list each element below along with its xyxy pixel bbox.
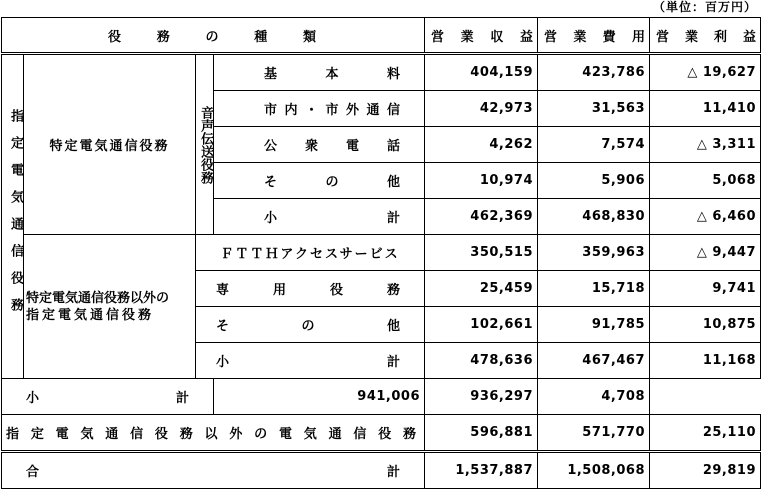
revenue-total: 1,537,887 — [425, 452, 538, 489]
row-label-public: 公衆電話 — [214, 127, 425, 163]
profit-dedicated: 9,741 — [650, 271, 761, 307]
row-label-subtotal2: 小計 — [196, 343, 425, 379]
header-expense: 営業費用 — [538, 18, 650, 54]
revenue-ftth: 350,515 — [425, 235, 538, 271]
profit-non-designated: 25,110 — [650, 415, 761, 452]
row-label-other2: その他 — [196, 307, 425, 343]
row-label-total: 合計 — [2, 452, 425, 489]
sub-specific: 特定電気通信役務 — [24, 54, 196, 235]
profit-ftth: △ 9,447 — [650, 235, 761, 271]
revenue-non-designated: 596,881 — [425, 415, 538, 452]
revenue-other2: 102,661 — [425, 307, 538, 343]
expense-subtotal2: 467,467 — [538, 343, 650, 379]
row-label-subtotal1: 小計 — [214, 199, 425, 235]
profit-basic: △ 19,627 — [650, 54, 761, 91]
revenue-public: 4,262 — [425, 127, 538, 163]
table-row — [2, 54, 761, 91]
revenue-subtotal3: 941,006 — [214, 379, 425, 415]
table-row — [2, 415, 761, 452]
profit-other2: 10,875 — [650, 307, 761, 343]
row-label-non-designated: 指定電気通信役務以外の電気通信役務 — [2, 415, 425, 452]
profit-public: △ 3,311 — [650, 127, 761, 163]
expense-public: 7,574 — [538, 127, 650, 163]
group-designated-text: 指定電気通信役務 — [8, 108, 23, 325]
row-label-subtotal3: 小計 — [2, 379, 214, 415]
profit-total: 29,819 — [650, 452, 761, 489]
header-revenue: 営業収益 — [425, 18, 538, 54]
profit-subtotal1: △ 6,460 — [650, 199, 761, 235]
revenue-table — [1, 17, 761, 489]
expense-other1: 5,906 — [538, 163, 650, 199]
expense-non-designated: 571,770 — [538, 415, 650, 452]
table-row — [2, 235, 761, 271]
revenue-subtotal1: 462,369 — [425, 199, 538, 235]
revenue-subtotal2: 478,636 — [425, 343, 538, 379]
voice-transmission-text: 音声伝送役務 — [198, 105, 213, 184]
unit-label: （単位：百万円） — [652, 0, 757, 14]
revenue-local: 42,973 — [425, 91, 538, 127]
row-label-dedicated: 専用役務 — [196, 271, 425, 307]
revenue-other1: 10,974 — [425, 163, 538, 199]
table-row — [2, 379, 761, 415]
header-category: 役務の種類 — [2, 18, 425, 54]
row-label-other1: その他 — [214, 163, 425, 199]
profit-local: 11,410 — [650, 91, 761, 127]
expense-subtotal3: 936,297 — [425, 379, 538, 415]
expense-dedicated: 15,718 — [538, 271, 650, 307]
group-designated — [2, 54, 24, 379]
expense-total: 1,508,068 — [538, 452, 650, 489]
expense-subtotal1: 468,830 — [538, 199, 650, 235]
row-label-ftth: ＦＴＴＨアクセスサービス — [196, 235, 425, 271]
table-header-row — [2, 18, 761, 54]
sub-other-line1: 特定電気通信役務以外の — [26, 290, 170, 306]
sub-other-line2: 指定電気通信役務 — [26, 307, 155, 323]
voice-transmission — [196, 54, 214, 235]
row-label-basic: 基本料 — [214, 54, 425, 91]
expense-other2: 91,785 — [538, 307, 650, 343]
revenue-dedicated: 25,459 — [425, 271, 538, 307]
row-label-local: 市内・市外通信 — [214, 91, 425, 127]
revenue-basic: 404,159 — [425, 54, 538, 91]
expense-local: 31,563 — [538, 91, 650, 127]
header-profit: 営業利益 — [650, 18, 761, 54]
profit-other1: 5,068 — [650, 163, 761, 199]
profit-subtotal3: 4,708 — [538, 379, 650, 415]
table-row — [2, 452, 761, 489]
expense-ftth: 359,963 — [538, 235, 650, 271]
sub-other — [24, 235, 196, 379]
profit-subtotal2: 11,168 — [650, 343, 761, 379]
expense-basic: 423,786 — [538, 54, 650, 91]
